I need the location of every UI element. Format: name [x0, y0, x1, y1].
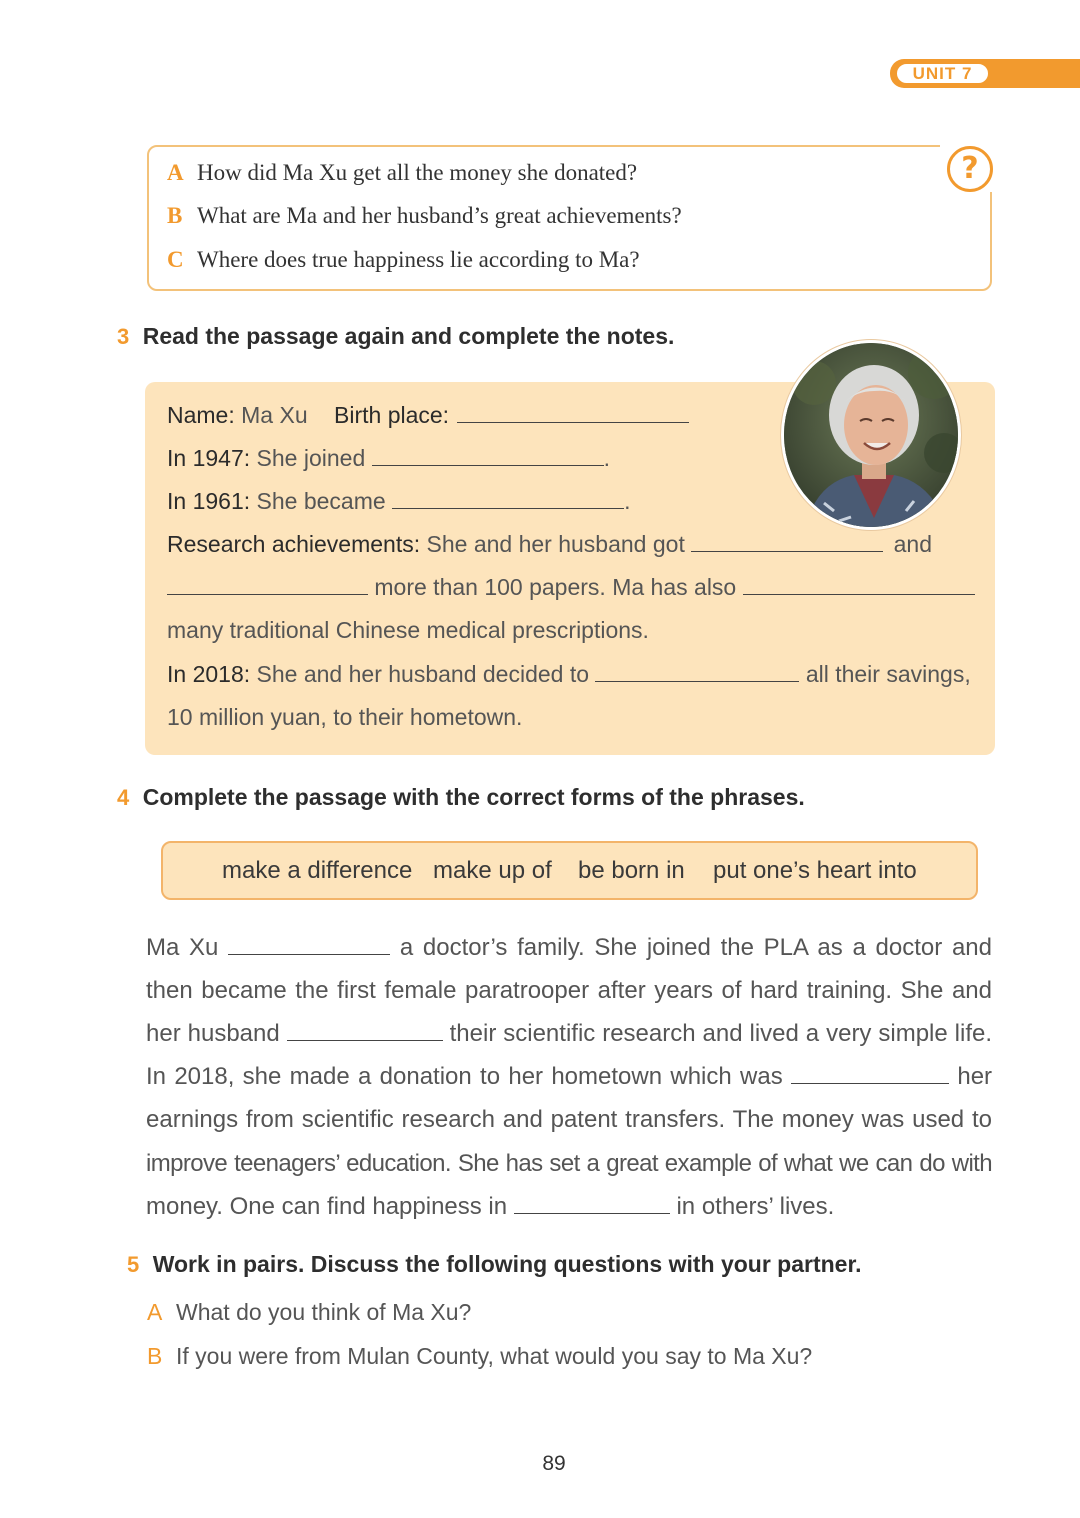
- note-research-line-3: [167, 617, 649, 644]
- unit-label: UNIT 7: [895, 62, 990, 85]
- passage-blank-3[interactable]: [791, 1063, 949, 1084]
- section-title: Complete the passage with the correct forms of the phrases.: [142, 784, 805, 810]
- question-letter: B: [147, 1343, 163, 1369]
- question-c: [167, 247, 640, 273]
- passage-text: their scientific research and lived a very simple life.: [449, 1020, 993, 1047]
- passage-line: [146, 1020, 992, 1048]
- question-text: If you were from Mulan County, what would you say to Ma Xu?: [176, 1343, 813, 1369]
- note-text: 10 million yuan, to their hometown.: [167, 704, 523, 730]
- passage-blank-2[interactable]: [287, 1020, 443, 1041]
- question-text: Where does true happiness lie according to Ma?: [197, 247, 640, 272]
- phrase-item: make a difference: [222, 857, 413, 884]
- note-research-line-2: [167, 574, 975, 601]
- question-letter: B: [167, 203, 183, 228]
- question-a: [167, 160, 637, 186]
- discussion-question-b: [147, 1343, 812, 1370]
- note-text: and: [893, 531, 932, 557]
- section-number: 4: [117, 785, 130, 810]
- period: .: [603, 445, 611, 471]
- period: .: [624, 488, 631, 514]
- passage-text: money. One can find happiness in: [146, 1193, 508, 1220]
- phrase-item: put one’s heart into: [713, 857, 917, 884]
- note-2018-line-2: [167, 704, 522, 731]
- discussion-question-a: [147, 1299, 471, 1326]
- section-5-heading: [127, 1251, 862, 1278]
- passage-line: improve teenagers’ education. She has set a great example of what we can do with: [146, 1150, 992, 1177]
- birth-place-blank[interactable]: [457, 402, 689, 423]
- joined-blank[interactable]: [372, 445, 604, 466]
- note-text: She joined: [256, 445, 366, 471]
- note-text: more than 100 papers. Ma has also: [374, 574, 737, 600]
- section-number: 3: [117, 324, 130, 349]
- portrait-photo: [781, 340, 961, 530]
- passage-text: a doctor’s family. She joined the PLA as a doctor and: [399, 934, 992, 961]
- note-1947-line: [167, 445, 610, 472]
- papers-blank[interactable]: [167, 574, 368, 595]
- passage-text: In 2018, she made a donation to her hometown which was: [146, 1063, 783, 1090]
- question-text: What are Ma and her husband’s great achievements?: [197, 203, 682, 228]
- question-letter: A: [167, 160, 184, 185]
- question-letter: A: [147, 1299, 163, 1325]
- note-text: She became: [256, 488, 386, 514]
- passage-line: [146, 1193, 834, 1221]
- question-b: [167, 203, 682, 229]
- name-label: Name:: [167, 402, 235, 428]
- passage-blank-4[interactable]: [514, 1193, 670, 1214]
- note-text: She and her husband got: [426, 531, 685, 557]
- phrase-item: be born in: [578, 857, 685, 884]
- year-label: In 1947:: [167, 445, 251, 471]
- name-value: Ma Xu: [241, 402, 308, 428]
- year-label: In 1961:: [167, 488, 251, 514]
- became-blank[interactable]: [392, 488, 624, 509]
- section-number: 5: [127, 1252, 140, 1277]
- savings-blank[interactable]: [595, 661, 799, 682]
- passage-line: earnings from scientific research and patent transfers. The money was used to: [146, 1106, 992, 1133]
- question-letter: C: [167, 247, 184, 272]
- passage-text: her husband: [146, 1020, 280, 1047]
- note-2018-line: [167, 661, 971, 688]
- birth-place-label: Birth place:: [334, 402, 450, 428]
- question-mark-icon: ?: [947, 146, 993, 192]
- page-number: 89: [542, 1452, 566, 1475]
- note-text: many traditional Chinese medical prescriptions.: [167, 617, 649, 643]
- section-3-heading: [117, 323, 674, 350]
- year-label: In 2018:: [167, 661, 251, 687]
- note-research-line: [167, 531, 932, 558]
- research-label: Research achievements:: [167, 531, 421, 557]
- passage-text: Ma Xu: [146, 934, 219, 961]
- passage-line: then became the first female paratrooper after years of hard training. She and: [146, 977, 992, 1004]
- passage-blank-1[interactable]: [228, 934, 390, 955]
- section-title: Work in pairs. Discuss the following questions with your partner.: [152, 1251, 862, 1277]
- section-title: Read the passage again and complete the notes.: [142, 323, 675, 349]
- note-name-line: [167, 402, 689, 429]
- note-text: all their savings,: [805, 661, 971, 687]
- question-text: What do you think of Ma Xu?: [176, 1299, 472, 1325]
- note-text: She and her husband decided to: [256, 661, 590, 687]
- passage-line: [146, 1063, 992, 1091]
- portrait-illustration: [784, 343, 961, 530]
- section-4-heading: [117, 784, 805, 811]
- note-1961-line: [167, 488, 630, 515]
- passage-text: her: [957, 1063, 993, 1090]
- passage-text: in others’ lives.: [676, 1193, 835, 1220]
- phrase-item: make up of: [433, 857, 552, 884]
- got-blank[interactable]: [691, 531, 883, 552]
- question-text: How did Ma Xu get all the money she donated?: [197, 160, 638, 185]
- prescriptions-blank[interactable]: [743, 574, 975, 595]
- passage-line: [146, 934, 992, 962]
